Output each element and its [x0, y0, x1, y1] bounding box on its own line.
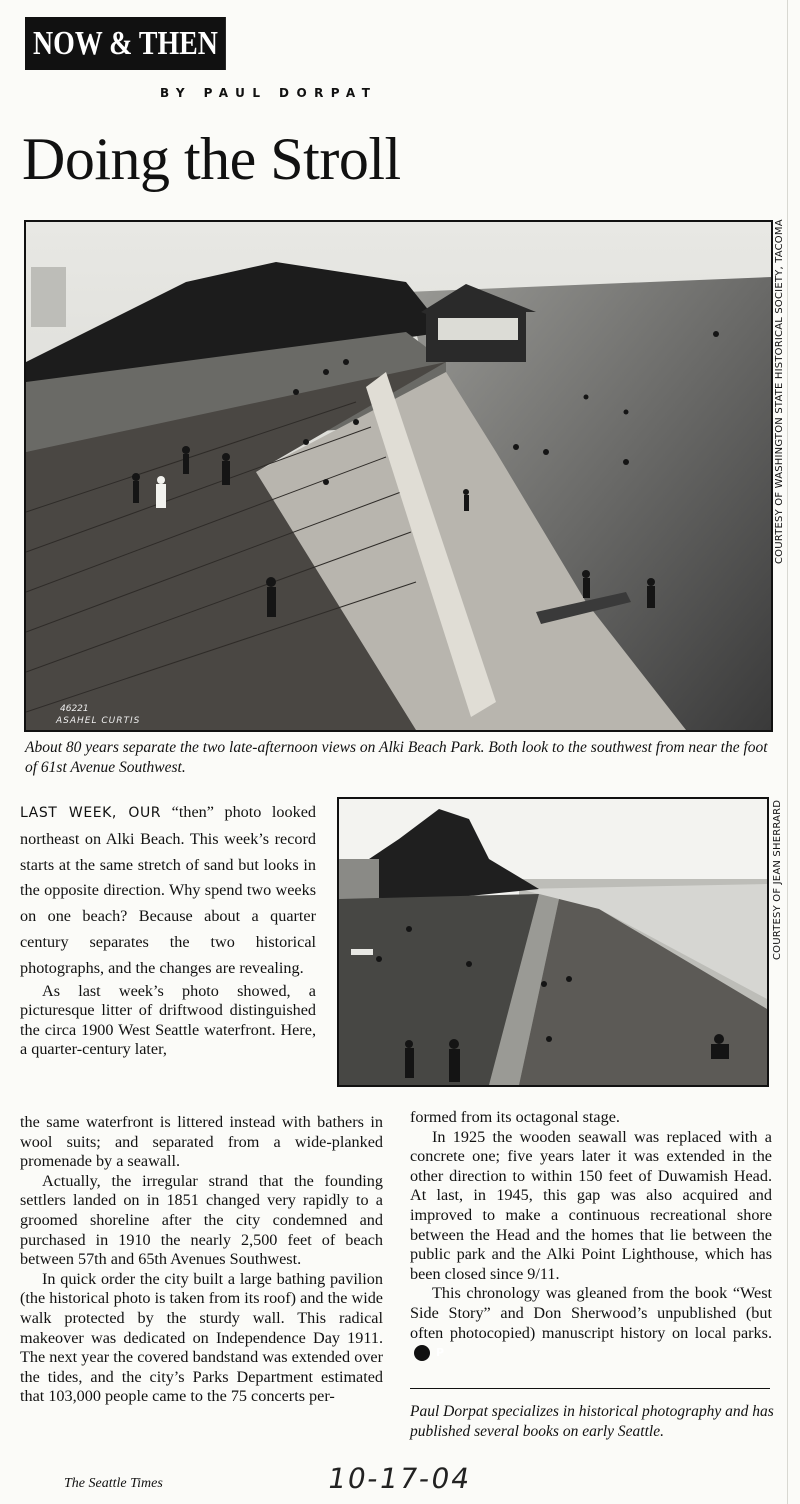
- paragraph-6: [410, 1284, 772, 1362]
- paragraph-4: In quick order the city built a large bathing pavilion (the historical photo is taken from its roof) and the wide walk protected by the sturdy wall. This radical makeover was dedicated on Independence Day 1911. The next year the covered bandstand was extended over the tides, and the city’s Parks Department estimated that 103,000 people came to the 75 concerts per-: [20, 1269, 383, 1406]
- article-column-1: [20, 1113, 383, 1407]
- now-photo-credit: COURTESY OF JEAN SHERRARD: [772, 799, 783, 960]
- page-fold-line: [787, 0, 788, 1504]
- column-tag: NOW & THEN: [25, 17, 226, 70]
- paragraph-2-bottom: the same waterfront is littered instead with bathers in wool suits; and separated from a wide-planked promenade by a seawall.: [20, 1113, 383, 1171]
- paragraph-3: Actually, the irregular strand that the founding settlers landed on in 1851 changed very rapidly to a groomed shoreline after the city condemned and purchased in 1910 the nearly 2,500 feet of beach between 57th and 65th Avenues Southwest.: [20, 1171, 383, 1269]
- publication-name: The Seattle Times: [64, 1476, 163, 1491]
- then-photo-image: [26, 222, 771, 730]
- paragraph-2-top: As last week’s photo showed, a picturesque litter of driftwood distinguished the circa 1900 West Seattle waterfront. Here, a quarter-century later,: [20, 981, 316, 1059]
- lead-paragraph: [20, 800, 316, 982]
- article-column-2: [410, 1108, 772, 1363]
- end-mark-icon: P: [414, 1345, 430, 1361]
- then-photo-caption: About 80 years separate the two late-afternoon views on Alki Beach Park. Both look to the southwest from near the foot of 61st Avenue Southwest.: [25, 739, 768, 776]
- then-photo: [24, 220, 773, 732]
- now-photo: [337, 797, 769, 1087]
- photographer-signature: ASAHEL CURTIS: [56, 716, 141, 726]
- byline: BY PAUL DORPAT: [160, 86, 378, 100]
- headline: Doing the Stroll: [22, 126, 401, 192]
- bio-divider: [410, 1388, 770, 1389]
- lead-paragraph-text: “then” photo looked northeast on Alki Beach. This week’s record starts at the same stretch of sand but looks in the opposite direction. Why spend two weeks on one beach? Because about a quarter century separates the two historical photographs, and the changes are revealing.: [20, 803, 316, 977]
- plate-number: 46221: [60, 704, 89, 714]
- handwritten-date: 10-17-04: [325, 1462, 475, 1495]
- article-column-1-top: [20, 800, 316, 1060]
- author-bio: Paul Dorpat specializes in historical photography and has published several books on early Seattle.: [410, 1403, 774, 1440]
- paragraph-4-continued: formed from its octagonal stage.: [410, 1108, 620, 1126]
- paragraph-6-text: This chronology was gleaned from the book “West Side Story” and Don Sherwood’s unpublished (but often photocopied) manuscript history on local parks.: [410, 1284, 772, 1342]
- now-photo-image: [339, 799, 767, 1085]
- paragraph-5: In 1925 the wooden seawall was replaced with a concrete one; five years later it was extended in the other direction to within 150 feet of Duwamish Head. At last, in 1945, this gap was also acquired and improved to make a continuous recreational shore between the Head and the homes that lie between the public park and the Alki Point Lighthouse, which has been closed since 9/11.: [410, 1127, 772, 1283]
- lead-caps: LAST WEEK, OUR: [20, 805, 162, 821]
- then-photo-credit: COURTESY OF WASHINGTON STATE HISTORICAL SOCIETY, TACOMA: [774, 219, 785, 564]
